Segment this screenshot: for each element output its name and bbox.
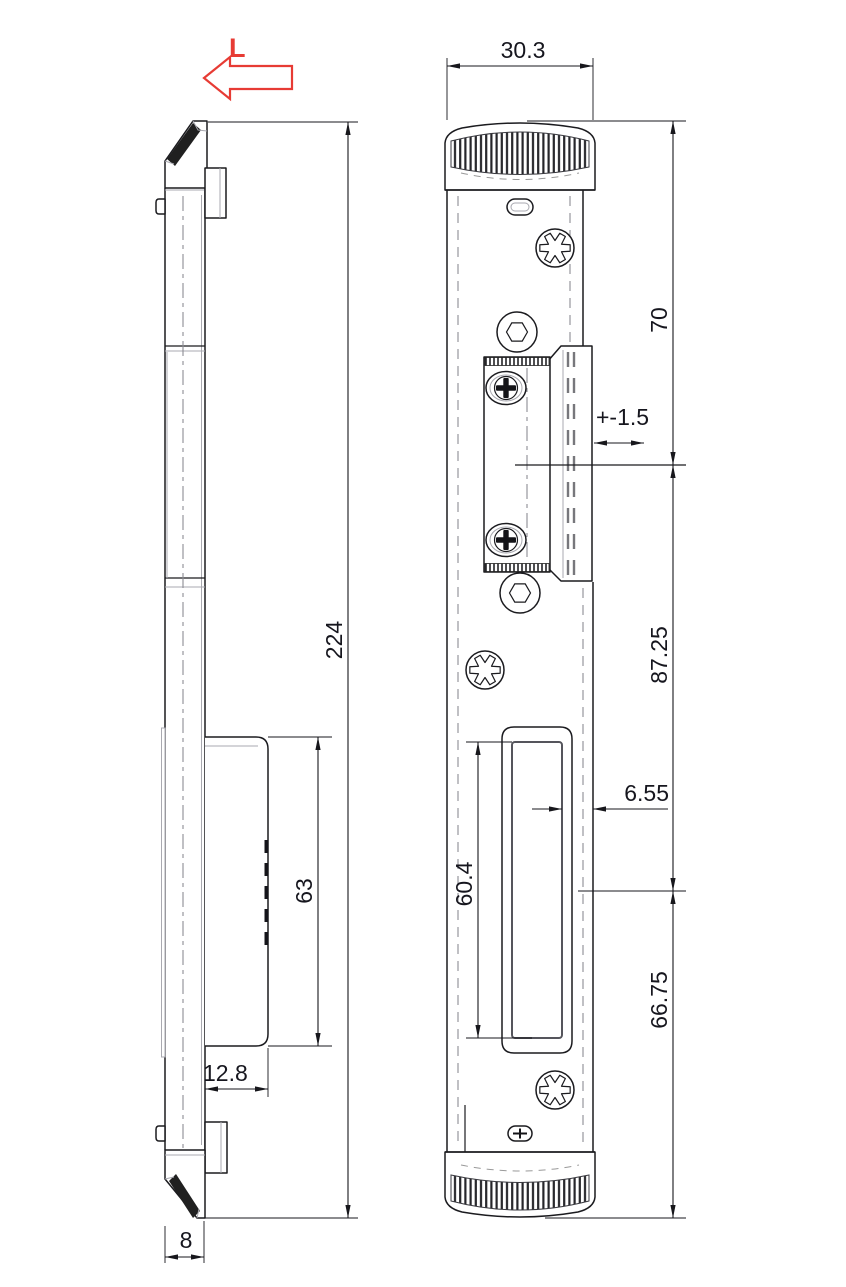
dim-hook-block-depth: 12.8 xyxy=(203,1060,248,1086)
front-top-cap-knurl xyxy=(451,132,589,175)
dim-slot-edge-offset: 6.55 xyxy=(624,780,669,806)
front-small-screw-slot xyxy=(508,1126,532,1141)
side-bottom-nub xyxy=(156,1126,165,1141)
dim-total-height: 224 xyxy=(321,620,347,660)
phillips-screw-icon xyxy=(486,372,526,405)
dim-top-width: 30.3 xyxy=(500,37,546,63)
direction-label: L xyxy=(229,33,246,63)
side-back-plate xyxy=(162,728,166,1057)
torx-screw-icon xyxy=(536,1071,574,1109)
front-oval-slot xyxy=(507,199,533,215)
dim-adjustment-tolerance: +-1.5 xyxy=(596,404,650,430)
front-bottom-cap xyxy=(445,1152,595,1217)
hex-socket-screw-icon xyxy=(497,312,537,352)
dim-profile-thickness: 8 xyxy=(179,1227,193,1253)
torx-screw-icon xyxy=(536,229,574,267)
dim-upper-section: 70 xyxy=(646,307,672,333)
torx-screw-icon xyxy=(466,651,504,689)
dim-slot-length: 60.4 xyxy=(451,861,477,907)
dim-hook-block-height: 63 xyxy=(291,878,317,904)
side-hook-block xyxy=(205,737,268,1046)
adjustable-keeper xyxy=(484,346,592,581)
front-rect-slot xyxy=(502,727,572,1053)
keeper-bottom-serration xyxy=(485,564,549,572)
side-top-nub xyxy=(156,199,165,214)
front-top-cap xyxy=(445,123,595,190)
keeper-right-plate xyxy=(548,346,592,581)
side-top-latch-block xyxy=(205,168,226,218)
keeper-top-serration xyxy=(485,358,549,366)
dim-lower-section: 66.75 xyxy=(646,971,672,1029)
side-bottom-latch-block xyxy=(205,1122,227,1173)
phillips-screw-icon xyxy=(486,524,526,557)
dim-middle-section: 87.25 xyxy=(646,626,672,684)
hex-socket-screw-icon xyxy=(500,573,540,613)
